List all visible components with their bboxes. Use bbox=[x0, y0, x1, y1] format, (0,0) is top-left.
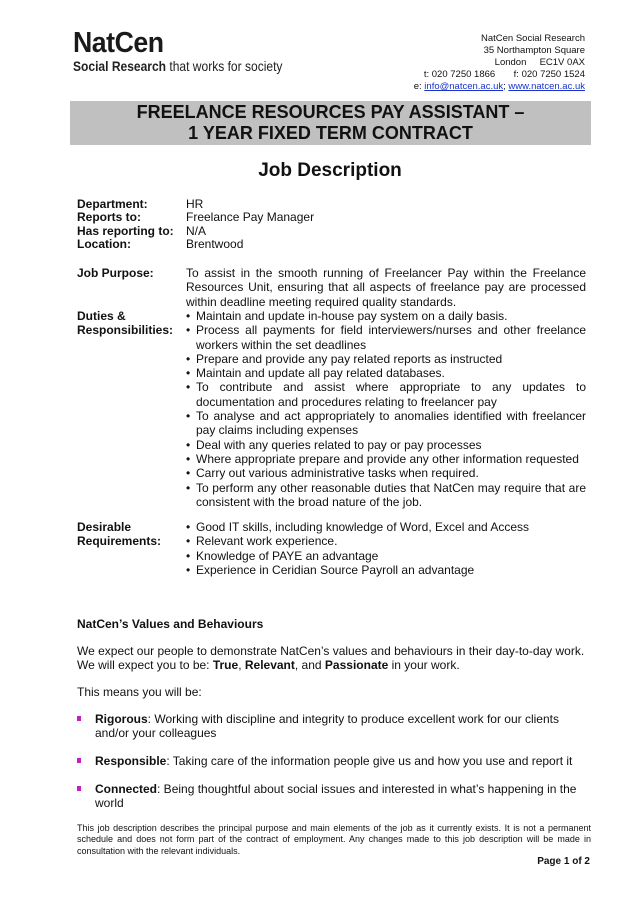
value-item-responsible bbox=[77, 754, 587, 768]
duties-label bbox=[77, 309, 173, 337]
duties-label-line1: Duties & bbox=[77, 309, 126, 323]
duties-list-container bbox=[186, 309, 586, 509]
address-contact-line bbox=[414, 81, 585, 93]
requirements-label-line2: Requirements: bbox=[77, 534, 162, 548]
has-reporting-value: N/A bbox=[186, 224, 207, 238]
job-purpose-label: Job Purpose: bbox=[77, 266, 154, 280]
values-intro-line1: We expect our people to demonstrate NatCen’s values and behaviours in their day-to-day work. bbox=[77, 644, 585, 658]
duty-item: • Maintain and update all pay related databases. bbox=[186, 366, 586, 380]
intro-suffix: in your work. bbox=[388, 658, 460, 673]
reports-to-label: Reports to: bbox=[77, 210, 141, 224]
address-street: 35 Northampton Square bbox=[483, 45, 585, 56]
requirements-list bbox=[186, 520, 586, 577]
page-subtitle: Job Description bbox=[258, 160, 402, 181]
address-phone-line bbox=[414, 69, 585, 81]
logo-tagline-rest: that works for society bbox=[166, 58, 283, 74]
value-true: True bbox=[212, 658, 239, 673]
location-value: Brentwood bbox=[186, 237, 244, 251]
value-text: : Working with discipline and integrity to produce excellent work for our clients and/or your colleagues bbox=[95, 712, 559, 741]
values-intro-line2 bbox=[77, 658, 584, 672]
duty-item: • Process all payments for field interviewers/nurses and other freelance workers within the set deadlines bbox=[186, 323, 586, 352]
natcen-logo bbox=[73, 28, 317, 74]
address-city-line bbox=[414, 57, 585, 69]
logo-tagline-bold: Social Research bbox=[73, 58, 167, 74]
duty-item: • To perform any other reasonable duties that NatCen may require that are consistent with the broad nature of the job. bbox=[186, 481, 586, 510]
requirements-list-container bbox=[186, 520, 586, 577]
page-number: Page 1 of 2 bbox=[537, 856, 590, 867]
website-link[interactable]: www.natcen.ac.uk bbox=[508, 81, 585, 92]
department-label: Department: bbox=[77, 197, 148, 211]
job-title-line1: FREELANCE RESOURCES PAY ASSISTANT – bbox=[136, 102, 525, 122]
address-fax: f: 020 7250 1524 bbox=[513, 69, 585, 80]
value-item-connected bbox=[77, 782, 587, 811]
duty-item: • Deal with any queries related to pay or pay processes bbox=[186, 438, 586, 452]
value-term: Connected bbox=[95, 782, 158, 796]
value-item-rigorous bbox=[77, 712, 587, 741]
address-city: London bbox=[494, 57, 527, 68]
has-reporting-label: Has reporting to: bbox=[77, 224, 174, 238]
value-relevant: Relevant bbox=[244, 658, 295, 673]
intro-sep1: , bbox=[238, 658, 245, 673]
value-text: : Being thoughtful about social issues and interested in what’s happening in the world bbox=[95, 782, 577, 811]
requirements-label-line1: Desirable bbox=[77, 520, 132, 534]
square-bullet-icon bbox=[77, 786, 81, 791]
footer-disclaimer: This job description describes the principal purpose and main elements of the job as it currently exists. It is not a permanent schedule and does not form part of the contract of employment. Any changes made to this job description will be made in consultation with the relevant individuals. bbox=[77, 823, 591, 856]
requirement-item: • Knowledge of PAYE an advantage bbox=[186, 549, 586, 563]
values-intro bbox=[77, 644, 584, 673]
job-title-banner bbox=[70, 101, 591, 145]
duty-item: • Where appropriate prepare and provide any other information requested bbox=[186, 452, 586, 466]
square-bullet-icon bbox=[77, 716, 81, 721]
logo-wordmark: NatCen bbox=[73, 27, 164, 59]
duty-item: • To contribute and assist where appropriate to any updates to documentation and procedures relating to freelancer pay bbox=[186, 380, 586, 409]
email-link[interactable]: info@natcen.ac.uk bbox=[424, 81, 504, 92]
intro-sep2: , and bbox=[294, 658, 325, 673]
value-passionate: Passionate bbox=[324, 658, 389, 673]
duty-item: • Maintain and update in-house pay system on a daily basis. bbox=[186, 309, 586, 323]
requirement-item: • Experience in Ceridian Source Payroll an advantage bbox=[186, 563, 586, 577]
reports-to-value: Freelance Pay Manager bbox=[186, 210, 315, 224]
duties-label-line2: Responsibilities: bbox=[77, 323, 174, 337]
job-title-line2: 1 YEAR FIXED TERM CONTRACT bbox=[188, 123, 473, 143]
intro-prefix: We will expect you to be: bbox=[77, 658, 213, 673]
contact-separator: ; bbox=[503, 81, 509, 92]
requirement-item: • Good IT skills, including knowledge of Word, Excel and Access bbox=[186, 520, 586, 534]
email-prefix: e: bbox=[413, 81, 425, 92]
square-bullet-icon bbox=[77, 758, 81, 763]
address-org: NatCen Social Research bbox=[480, 33, 585, 44]
values-means: This means you will be: bbox=[77, 685, 202, 699]
address-block bbox=[414, 33, 585, 93]
duties-list bbox=[186, 309, 586, 509]
logo-tagline bbox=[73, 58, 282, 74]
duty-item: • Prepare and provide any pay related reports as instructed bbox=[186, 352, 586, 366]
duty-item: • To analyse and act appropriately to anomalies identified with freelancer pay claims including expenses bbox=[186, 409, 586, 438]
address-postcode: EC1V 0AX bbox=[539, 57, 585, 68]
values-heading: NatCen’s Values and Behaviours bbox=[77, 617, 264, 631]
requirement-item: • Relevant work experience. bbox=[186, 534, 586, 548]
location-label: Location: bbox=[77, 237, 131, 251]
job-purpose-text: To assist in the smooth running of Freelancer Pay within the Freelance Resources Unit, ensuring that all aspects of freelance pay are processed within deadline meeting required quality standards. bbox=[186, 266, 586, 309]
address-phone: t: 020 7250 1866 bbox=[423, 69, 496, 80]
duty-item: • Carry out various administrative tasks when required. bbox=[186, 466, 586, 480]
value-term: Rigorous bbox=[95, 712, 148, 726]
requirements-label bbox=[77, 520, 161, 548]
value-text: : Taking care of the information people give us and how you use and report it bbox=[166, 754, 573, 768]
department-value: HR bbox=[186, 197, 204, 211]
value-term: Responsible bbox=[95, 754, 167, 768]
